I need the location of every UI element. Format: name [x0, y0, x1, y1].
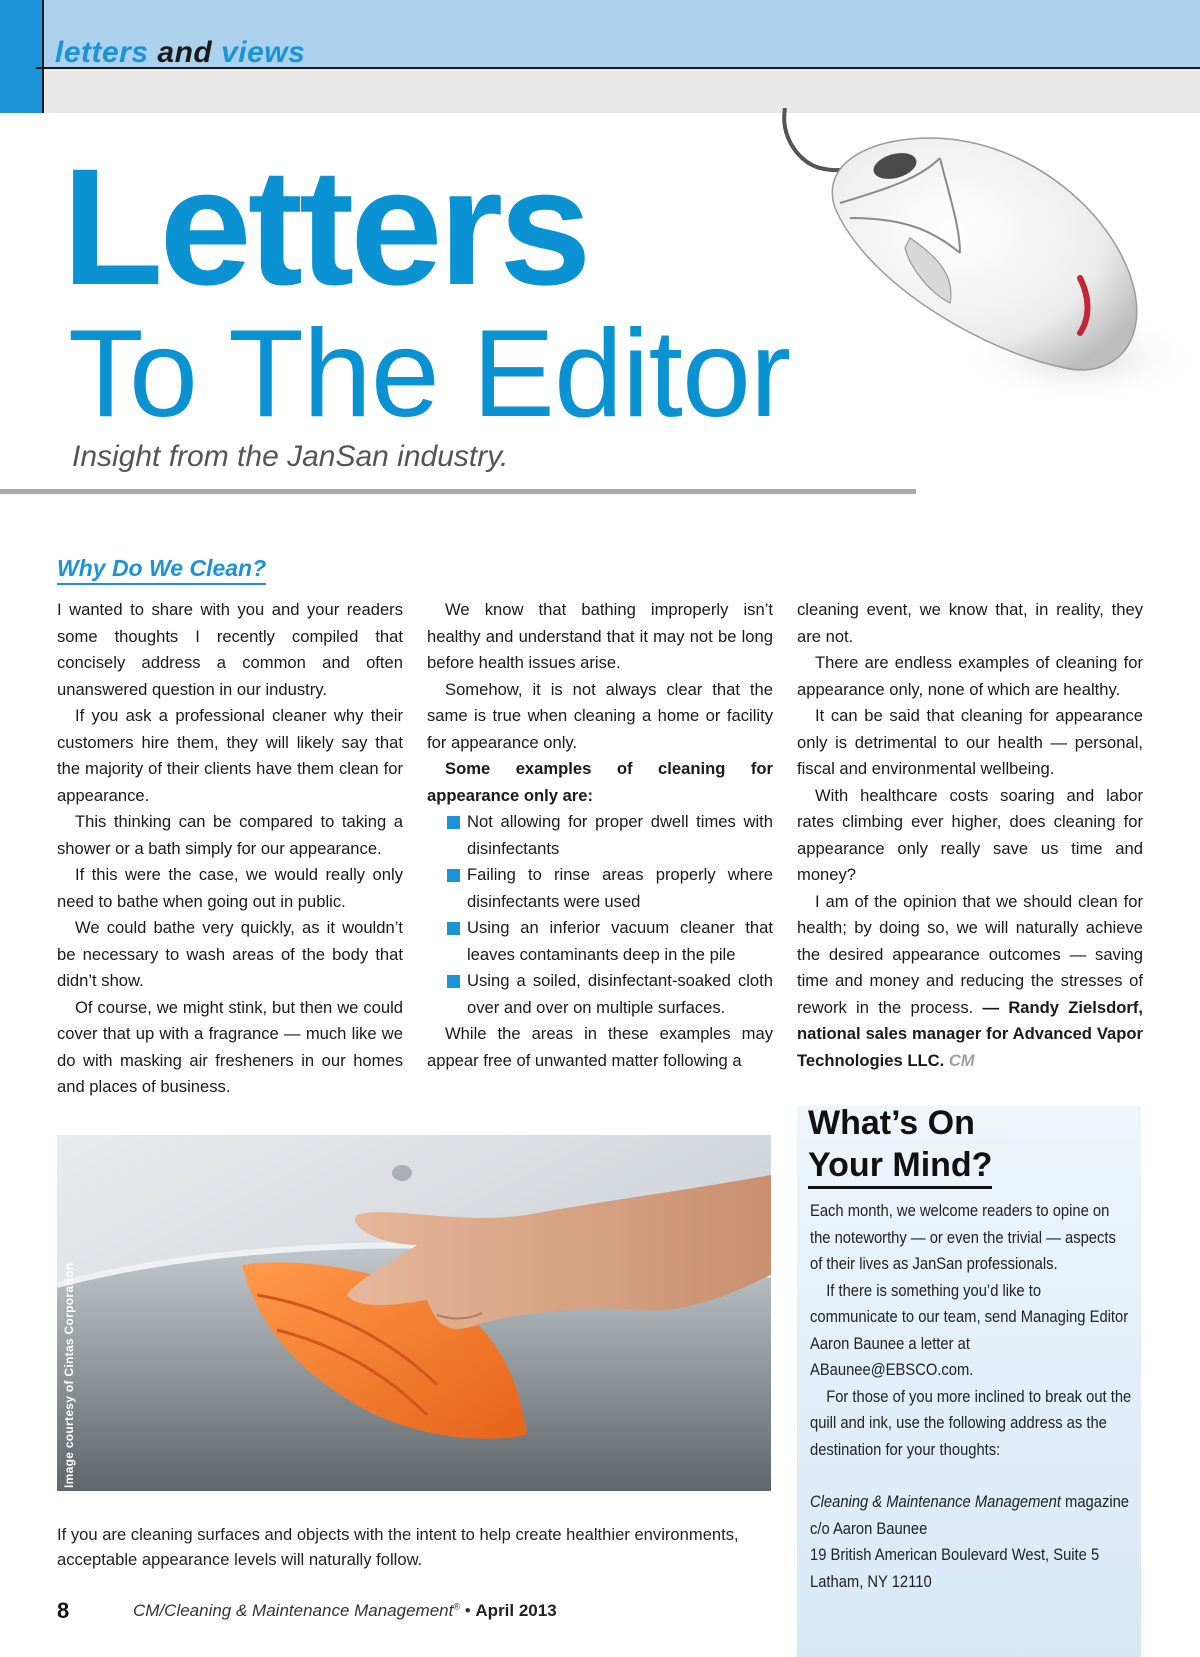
article-column-3 — [797, 597, 1143, 1074]
square-bullet-icon — [447, 922, 460, 935]
section-tag-word2: and — [157, 36, 213, 69]
article-paragraph: It can be said that cleaning for appearance only is detrimental to our health — personal, fiscal and environmental wellbeing. — [797, 706, 1143, 778]
sidebar-paragraph: If there is something you’d like to communicate to our team, send Managing Editor Aaron Baunee a letter at ABaunee@EBSCO.com. — [810, 1281, 1129, 1379]
section-tag-word3: views — [221, 36, 306, 69]
examples-list — [427, 809, 773, 1021]
list-item-text: Using a soiled, disinfectant-soaked cloth over and over on multiple surfaces. — [467, 971, 773, 1017]
photo-caption: If you are cleaning surfaces and objects with the intent to help create healthier environments, acceptable appearance levels will naturally follow. — [57, 1525, 739, 1569]
list-item-text: Not allowing for proper dwell times with disinfectants — [467, 812, 773, 858]
computer-mouse-illustration — [780, 108, 1200, 428]
article-paragraph: With healthcare costs soaring and labor rates climbing ever higher, does cleaning for appearance only really save us time and money? — [797, 785, 1143, 884]
sidebar-paragraph: For those of you more inclined to break out the quill and ink, use the following address as the destination for your thoughts: — [810, 1387, 1132, 1459]
article-paragraph: This thinking can be compared to taking a shower or a bath simply for our appearance. — [57, 812, 403, 858]
header-accent-stripe — [0, 0, 42, 113]
article-column-2 — [427, 597, 773, 1074]
article-paragraph: I wanted to share with you and your readers some thoughts I recently compiled that concisely address a common and often unanswered question in our industry. — [57, 600, 403, 699]
list-item — [427, 809, 773, 862]
address-line: 19 British American Boulevard West, Suite 5 — [810, 1546, 1100, 1564]
page-subtitle: Insight from the JanSan industry. — [72, 440, 509, 473]
article-paragraph: While the areas in these examples may appear free of unwanted matter following a — [427, 1024, 773, 1070]
list-item-text: Using an inferior vacuum cleaner that leaves contaminants deep in the pile — [467, 918, 773, 964]
issue-date: April 2013 — [475, 1601, 557, 1620]
article-paragraph: If you ask a professional cleaner why their customers hire them, they will likely say that the majority of their clients have them clean for appearance. — [57, 706, 403, 805]
article-paragraph-text: I am of the opinion that we should clean for health; by doing so, we will naturally achieve the desired appearance outcomes — saving time and money and reducing the stresses of rework in the process. — [797, 891, 1143, 1017]
address-line: c/o Aaron Baunee — [810, 1519, 928, 1538]
article-paragraph: cleaning event, we know that, in reality, they are not. — [797, 600, 1143, 646]
end-mark: CM — [948, 1050, 975, 1070]
author-signature: — Randy Zielsdorf, national sales manager for Advanced Vapor Technologies LLC. — [797, 997, 1143, 1070]
page-title-line1: Letters — [62, 135, 588, 320]
list-item — [427, 915, 773, 968]
article-paragraph: Somehow, it is not always clear that the same is true when cleaning a home or facility for appearance only. — [427, 679, 773, 752]
sidebar-title-line1: What’s On — [808, 1104, 975, 1142]
article-paragraph: We know that bathing improperly isn’t healthy and understand that it may not be long before health issues arise. — [427, 600, 773, 672]
footer-bullet: • — [464, 1601, 471, 1620]
section-tag — [55, 36, 305, 70]
list-item-text: Failing to rinse areas properly where disinfectants were used — [467, 865, 773, 911]
header-vertical-rule — [42, 0, 44, 113]
article-title: Why Do We Clean? — [57, 555, 266, 585]
sidebar-body — [810, 1198, 1132, 1595]
section-tag-word1: letters — [55, 36, 149, 69]
square-bullet-icon — [447, 869, 460, 882]
article-paragraph: There are endless examples of cleaning for appearance only, none of which are healthy. — [797, 653, 1143, 699]
list-item — [427, 862, 773, 915]
page-number: 8 — [57, 1598, 70, 1623]
article-closing-paragraph — [797, 889, 1143, 1075]
publication-name: CM/Cleaning & Maintenance Management — [133, 1601, 454, 1620]
cleaning-cloth-photo — [57, 1135, 771, 1491]
address-line — [810, 1489, 1132, 1516]
sidebar-title — [808, 1102, 992, 1189]
square-bullet-icon — [447, 975, 460, 988]
article-paragraph: Of course, we might stink, but then we could cover that up with a fragrance — much like we do with masking air fresheners in our homes and places of business. — [57, 997, 403, 1096]
mailing-address — [810, 1489, 1132, 1595]
list-heading: Some examples of cleaning for appearance only are: — [427, 759, 773, 805]
page-title-line2: To The Editor — [68, 305, 791, 443]
article-paragraph: If this were the case, we would really only need to bathe when going out in public. — [57, 865, 403, 911]
registered-mark: ® — [453, 1601, 460, 1612]
footer-publication — [133, 1601, 557, 1621]
article-column-1 — [57, 597, 403, 1101]
photo-credit: Image courtesy of Cintas Corporation — [62, 1262, 76, 1488]
article-paragraph: We could bathe very quickly, as it wouldn’t be necessary to wash areas of the body that didn’t show. — [57, 918, 403, 990]
address-line: Latham, NY 12110 — [810, 1572, 932, 1591]
address-magazine-name: Cleaning & Maintenance Management — [810, 1493, 1061, 1511]
title-divider — [0, 489, 916, 494]
sidebar-paragraph: Each month, we welcome readers to opine on the noteworthy — or even the trivial — aspects of their lives as JanSan professionals. — [810, 1202, 1116, 1273]
address-magazine-suffix: magazine — [1060, 1493, 1130, 1511]
sidebar-title-line2: Your Mind? — [808, 1144, 992, 1189]
list-item — [427, 968, 773, 1021]
square-bullet-icon — [447, 816, 460, 829]
